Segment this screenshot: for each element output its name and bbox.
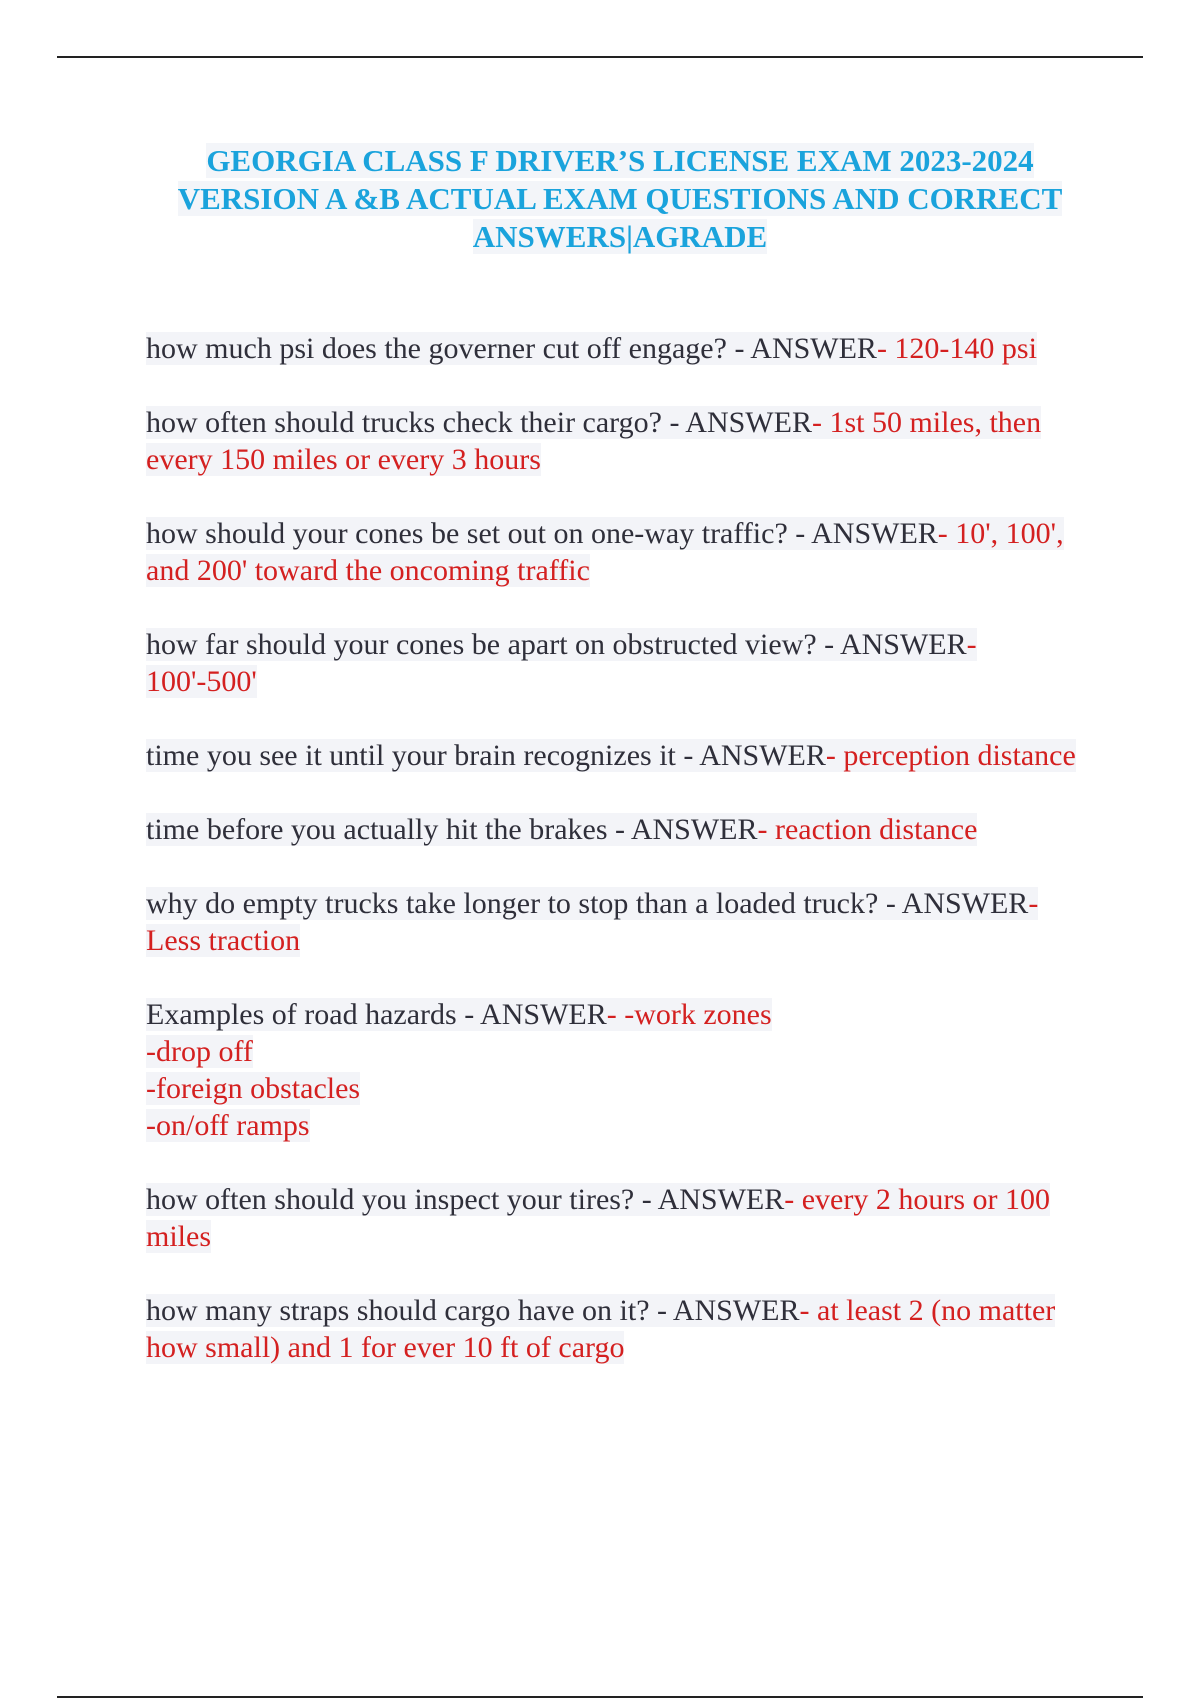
answer-separator: - ANSWER bbox=[661, 406, 812, 439]
qa-item bbox=[146, 996, 1086, 1144]
qa-item bbox=[146, 1292, 1086, 1366]
qa-item bbox=[146, 404, 1086, 478]
answer-list-item: -foreign obstacles bbox=[146, 1072, 361, 1105]
answer-text: - 100'-500' bbox=[146, 628, 977, 698]
answer-text: - at least 2 (no matter how small) and 1 for ever 10 ft of cargo bbox=[146, 1294, 1056, 1364]
document-title bbox=[130, 142, 1110, 256]
title-line-2: VERSION A &B ACTUAL EXAM QUESTIONS AND CORRECT bbox=[177, 181, 1063, 216]
qa-item bbox=[146, 811, 1086, 848]
answer-separator: - ANSWER bbox=[456, 998, 607, 1031]
answer-text: - -work zones bbox=[606, 998, 772, 1031]
question-text: how much psi does the governer cut off engage? bbox=[146, 332, 727, 365]
answer-text: - 120-140 psi bbox=[876, 332, 1037, 365]
question-text: how many straps should cargo have on it? bbox=[146, 1294, 650, 1327]
answer-text: - perception distance bbox=[825, 739, 1076, 772]
question-text: how often should you inspect your tires? bbox=[146, 1183, 635, 1216]
question-text: how should your cones be set out on one-way traffic? bbox=[146, 517, 788, 550]
answer-separator: - ANSWER bbox=[878, 887, 1029, 920]
answer-separator: - ANSWER bbox=[649, 1294, 800, 1327]
answer-text: - 10', 100', and 200' toward the oncoming traffic bbox=[146, 517, 1064, 587]
qa-list bbox=[146, 330, 1086, 1403]
question-text: time you see it until your brain recognizes it bbox=[146, 739, 676, 772]
title-line-3: ANSWERS|AGRADE bbox=[472, 219, 768, 254]
qa-item bbox=[146, 885, 1086, 959]
qa-item bbox=[146, 626, 1086, 700]
answer-separator: - ANSWER bbox=[607, 813, 758, 846]
answer-text: - every 2 hours or 100 miles bbox=[146, 1183, 1051, 1253]
answer-separator: - ANSWER bbox=[675, 739, 826, 772]
answer-list-item: -drop off bbox=[146, 1035, 253, 1068]
qa-item bbox=[146, 1181, 1086, 1255]
question-text: how far should your cones be apart on obstructed view? bbox=[146, 628, 817, 661]
bottom-rule bbox=[57, 1696, 1143, 1698]
qa-item bbox=[146, 737, 1086, 774]
qa-item bbox=[146, 515, 1086, 589]
question-text: why do empty trucks take longer to stop than a loaded truck? bbox=[146, 887, 879, 920]
question-text: time before you actually hit the brakes bbox=[146, 813, 608, 846]
answer-text: - Less traction bbox=[146, 887, 1039, 957]
answer-text: - 1st 50 miles, then every 150 miles or every 3 hours bbox=[146, 406, 1042, 476]
answer-separator: - ANSWER bbox=[787, 517, 938, 550]
top-rule bbox=[57, 56, 1143, 58]
answer-text: - reaction distance bbox=[757, 813, 978, 846]
question-text: Examples of road hazards bbox=[146, 998, 457, 1031]
answer-separator: - ANSWER bbox=[634, 1183, 785, 1216]
qa-item bbox=[146, 330, 1086, 367]
question-text: how often should trucks check their cargo? bbox=[146, 406, 662, 439]
answer-separator: - ANSWER bbox=[726, 332, 877, 365]
title-line-1: GEORGIA CLASS F DRIVER’S LICENSE EXAM 2023-2024 bbox=[206, 143, 1034, 178]
answer-separator: - ANSWER bbox=[816, 628, 967, 661]
answer-list-item: -on/off ramps bbox=[146, 1109, 310, 1142]
